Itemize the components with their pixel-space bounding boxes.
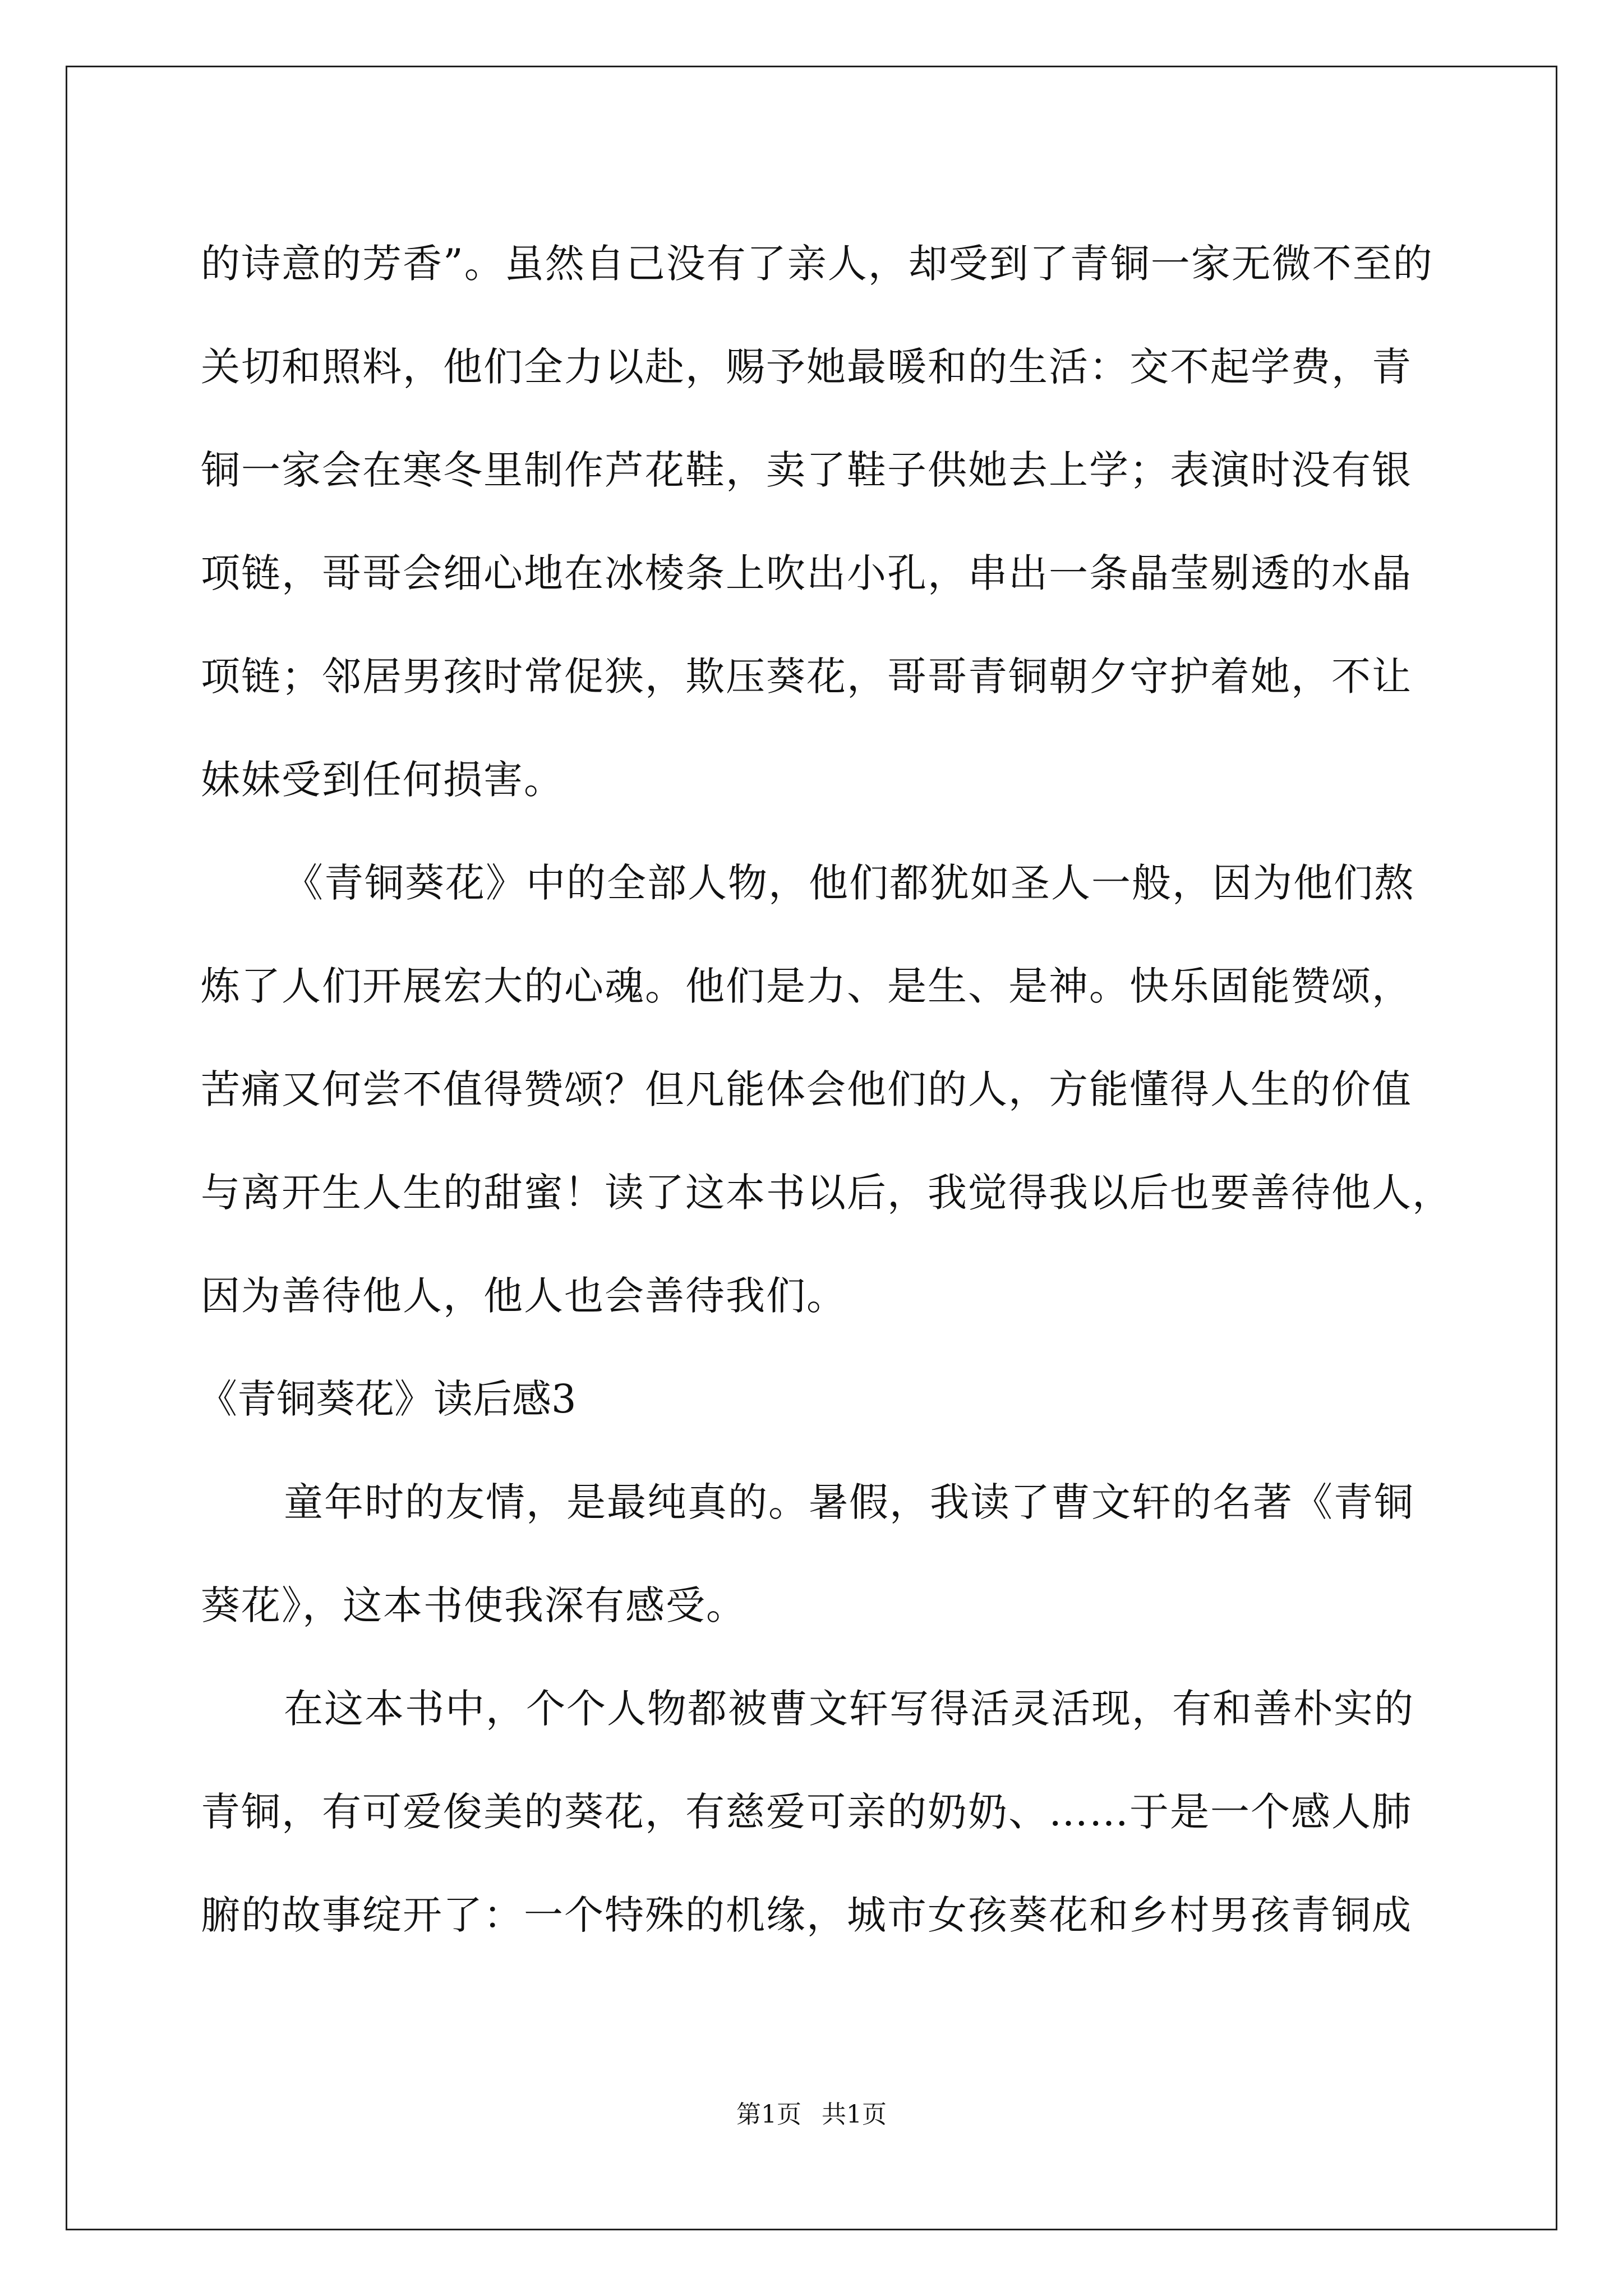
- paragraph-3: [201, 1451, 1435, 1657]
- section-heading: 《青铜葵花》读后感3: [198, 1376, 577, 1422]
- text-line: 项链，哥哥会细心地在冰棱条上吹出小孔，串出一条晶莹剔透的水晶: [201, 550, 1412, 596]
- text-line: 青铜，有可爱俊美的葵花，有慈爱可亲的奶奶、……于是一个感人肺: [201, 1789, 1412, 1835]
- text-line: 炼了人们开展宏大的心魂。他们是力、是生、是神。快乐固能赞颂，: [201, 963, 1412, 1009]
- paragraph-1: [201, 212, 1435, 831]
- document-body: [198, 212, 1453, 1967]
- text-line: 葵花》，这本书使我深有感受。: [201, 1582, 746, 1628]
- text-line: 的诗意的芳香”。虽然自己没有了亲人，却受到了青铜一家无微不至的: [201, 241, 1433, 287]
- text-line: 《青铜葵花》中的全部人物，他们都犹如圣人一般，因为他们熬: [284, 860, 1414, 906]
- paragraph-2: [201, 831, 1453, 1347]
- page-total: 共1页: [822, 2100, 887, 2129]
- page-number: 第1页: [736, 2100, 801, 2129]
- page-footer: [0, 2098, 1623, 2132]
- text-line: 童年时的友情，是最纯真的。暑假，我读了曹文轩的名著《青铜: [284, 1479, 1414, 1525]
- text-line: 关切和照料，他们全力以赴，赐予她最暖和的生活：交不起学费，青: [201, 344, 1412, 390]
- text-line: 苦痛又何尝不值得赞颂？但凡能体会他们的人，方能懂得人生的价值: [201, 1066, 1412, 1112]
- text-line: 项链；邻居男孩时常促狭，欺压葵花，哥哥青铜朝夕守护着她，不让: [201, 654, 1412, 700]
- text-line: 在这本书中，个个人物都被曹文轩写得活灵活现，有和善朴实的: [284, 1686, 1414, 1732]
- paragraph-4: [201, 1657, 1435, 1967]
- text-line: 与离开生人生的甜蜜！读了这本书以后，我觉得我以后也要善待他人，: [201, 1170, 1453, 1216]
- text-line: 腑的故事绽开了：一个特殊的机缘，城市女孩葵花和乡村男孩青铜成: [201, 1892, 1412, 1938]
- text-line: 因为善待他人，他人也会善待我们。: [201, 1273, 847, 1319]
- text-line: 妹妹受到任何损害。: [201, 757, 564, 803]
- text-line: 铜一家会在寒冬里制作芦花鞋，卖了鞋子供她去上学；表演时没有银: [201, 447, 1412, 493]
